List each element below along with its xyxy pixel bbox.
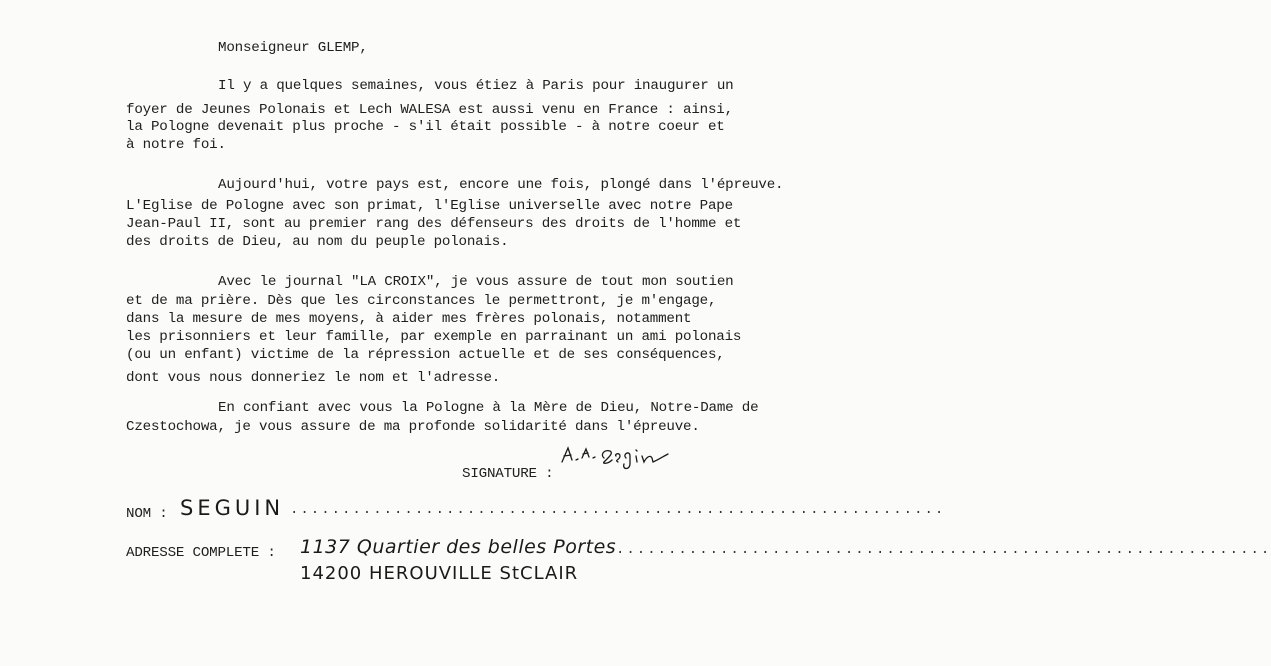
paragraph-1-line-2: foyer de Jeunes Polonais et Lech WALESA est aussi venu en France : ainsi, <box>126 102 733 118</box>
adresse-line-1: 1137 Quartier des belles Portes <box>300 536 617 558</box>
paragraph-1-line-3: la Pologne devenait plus proche - s'il était possible - à notre coeur et <box>126 119 725 135</box>
paragraph-1-line-4: à notre foi. <box>126 137 226 153</box>
salutation: Monseigneur GLEMP, <box>218 40 368 56</box>
paragraph-3-line-4: les prisonniers et leur famille, par exemple en parrainant un ami polonais <box>126 329 742 345</box>
paragraph-4-line-1: En confiant avec vous la Pologne à la Mère de Dieu, Notre-Dame de <box>218 400 759 416</box>
adresse-label: ADRESSE COMPLETE : <box>126 545 276 561</box>
paragraph-3-line-5: (ou un enfant) victime de la répression actuelle et de ses conséquences, <box>126 347 725 363</box>
paragraph-2-line-1: Aujourd'hui, votre pays est, encore une fois, plongé dans l'épreuve. <box>218 177 784 193</box>
paragraph-2-line-4: des droits de Dieu, au nom du peuple polonais. <box>126 234 509 250</box>
paragraph-3-line-3: dans la mesure de mes moyens, à aider mes frères polonais, notamment <box>126 311 692 327</box>
nom-dotted-line: ............................................................... <box>290 502 946 518</box>
paragraph-4-line-2: Czestochowa, je vous assure de ma profonde solidarité dans l'épreuve. <box>126 419 700 435</box>
nom-value: SEGUIN <box>180 496 285 520</box>
signature-label: SIGNATURE : <box>462 466 554 482</box>
adresse-dotted-line: ............................................................... <box>616 542 1271 558</box>
paragraph-1-line-1: Il y a quelques semaines, vous étiez à Paris pour inaugurer un <box>218 78 734 94</box>
adresse-line-2: 14200 HEROUVILLE StCLAIR <box>300 563 579 584</box>
paragraph-3-line-6: dont vous nous donneriez le nom et l'adresse. <box>126 370 501 386</box>
paragraph-3-line-2: et de ma prière. Dès que les circonstances le permettront, je m'engage, <box>126 293 717 309</box>
signature-scribble <box>556 440 686 480</box>
nom-label: NOM : <box>126 506 168 522</box>
paragraph-3-line-1: Avec le journal "LA CROIX", je vous assure de tout mon soutien <box>218 274 734 290</box>
paragraph-2-line-3: Jean-Paul II, sont au premier rang des défenseurs des droits de l'homme et <box>126 216 742 232</box>
paragraph-2-line-2: L'Eglise de Pologne avec son primat, l'Eglise universelle avec notre Pape <box>126 198 733 214</box>
